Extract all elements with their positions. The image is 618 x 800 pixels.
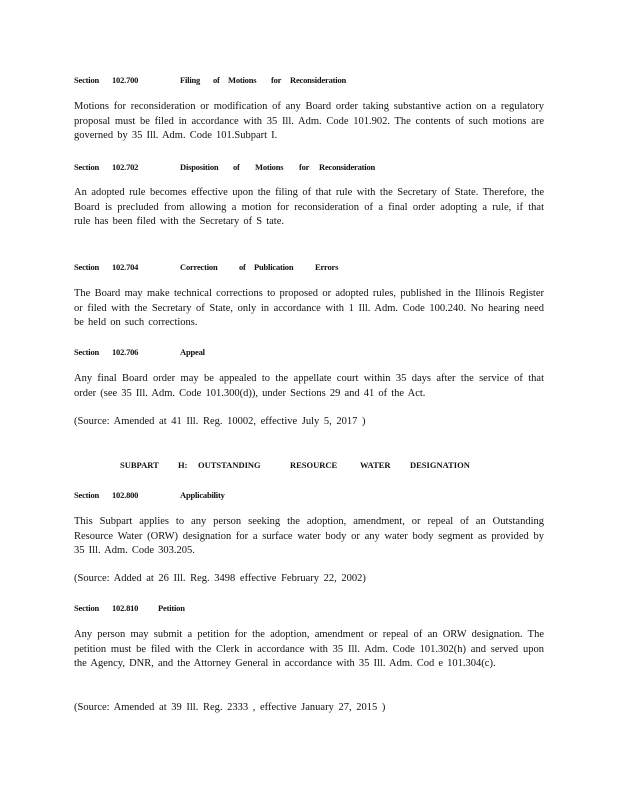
section-title-word: Disposition <box>180 162 219 172</box>
section-label: Section <box>74 75 100 85</box>
section-number: 102.800 <box>112 490 139 500</box>
section-body: An adopted rule becomes effective upon the filing of that rule with the Secretary of State. Therefore, the Board is precluded from allowing a motion for reconsideration of a final order adopting a rule, if that rule has been filed with the Secretary of S tate. <box>74 187 544 227</box>
section-title-word: for <box>299 162 310 172</box>
source-note: (Source: Added at 26 Ill. Reg. 3498 effective February 22, 2002) <box>74 573 366 584</box>
section-title-word: Applicability <box>180 490 225 500</box>
section-title-word: Petition <box>158 603 185 613</box>
subpart-word: SUBPART <box>120 460 159 470</box>
section-number: 102.702 <box>112 162 139 172</box>
section-label: Section <box>74 262 100 272</box>
section-number: 102.704 <box>112 262 139 272</box>
subpart-word: DESIGNATION <box>410 460 470 470</box>
subpart-word: H: <box>178 460 188 470</box>
section-title-word: of <box>239 262 246 272</box>
section-title-word: Reconsideration <box>290 75 347 85</box>
section-number: 102.700 <box>112 75 139 85</box>
section-title-word: Filing <box>180 75 201 85</box>
section-title-word: Publication <box>254 262 294 272</box>
section-title-word: Correction <box>180 262 218 272</box>
section-body: Any person may submit a petition for the adoption, amendment or repeal of an ORW designation. The petition must be filed with the Clerk in accordance with 35 Ill. Adm. Code 101.302(h) and served upon the Agency, DNR, and the Attorney General in accordance with 35 Ill. Adm. Cod e 101.304(c). <box>74 629 544 669</box>
section-label: Section <box>74 490 100 500</box>
section-number: 102.810 <box>112 603 139 613</box>
source-note: (Source: Amended at 41 Ill. Reg. 10002, effective July 5, 2017 ) <box>74 416 366 427</box>
section-title-word: of <box>233 162 240 172</box>
section-label: Section <box>74 347 100 357</box>
section-title-word: Motions <box>228 75 257 85</box>
section-number: 102.706 <box>112 347 139 357</box>
section-title-word: of <box>213 75 220 85</box>
section-label: Section <box>74 162 100 172</box>
section-title-word: Reconsideration <box>319 162 376 172</box>
subpart-word: RESOURCE <box>290 460 338 470</box>
section-body: Motions for reconsideration or modification of any Board order taking substantive action on a regulatory proposal must be filed in accordance with 35 Ill. Adm. Code 101.902. The contents of such motions are governed by 35 Ill. Adm. Code 101.Subpart I. <box>74 101 544 141</box>
section-title-word: Appeal <box>180 347 205 357</box>
section-body: The Board may make technical corrections to proposed or adopted rules, published in the Illinois Register or filed with the Secretary of State, only in accordance with 1 Ill. Adm. Code 100.240. No hearing need be held on such corrections. <box>74 288 544 328</box>
section-title-word: Errors <box>315 262 339 272</box>
subpart-word: OUTSTANDING <box>198 460 261 470</box>
section-label: Section <box>74 603 100 613</box>
section-title-word: for <box>271 75 282 85</box>
source-note: (Source: Amended at 39 Ill. Reg. 2333 , effective January 27, 2015 ) <box>74 702 386 713</box>
section-body: Any final Board order may be appealed to the appellate court within 35 days after the service of that order (see 35 Ill. Adm. Code 101.300(d)), under Sections 29 and 41 of the Act. <box>74 373 544 399</box>
subpart-word: WATER <box>360 460 391 470</box>
section-body: This Subpart applies to any person seeking the adoption, amendment, or repeal of an Outstanding Resource Water (ORW) designation for a surface water body or any water body segment as provided by 35 Ill. Adm. Code 303.205. <box>74 516 544 556</box>
section-title-word: Motions <box>255 162 284 172</box>
